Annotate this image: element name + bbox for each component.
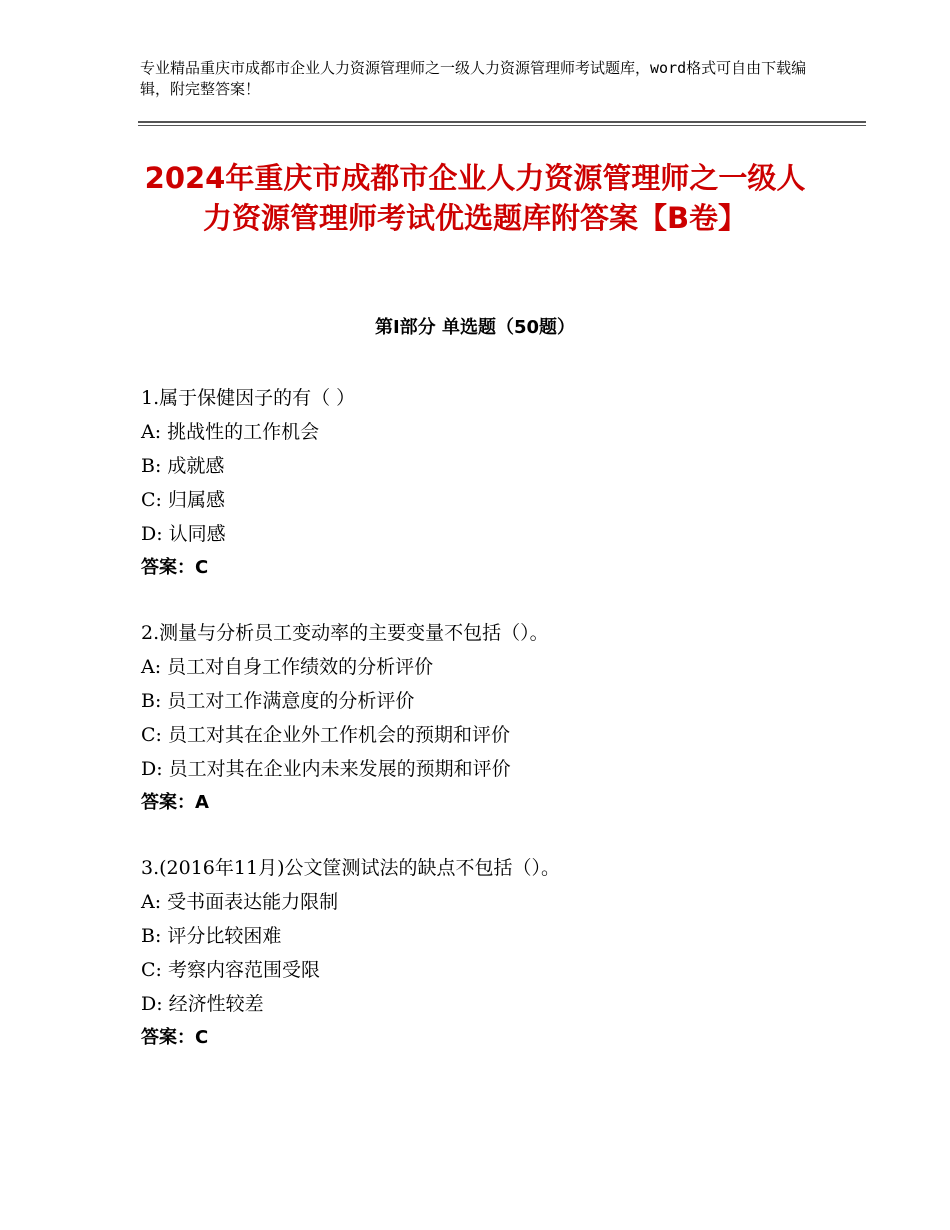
option-c: C: 考察内容范围受限 xyxy=(141,959,320,981)
option-a: A: 挑战性的工作机会 xyxy=(141,421,320,443)
question-stem: 1.属于保健因子的有（ ） xyxy=(141,387,356,409)
option-d: D: 经济性较差 xyxy=(141,993,264,1015)
question-1 xyxy=(141,381,841,585)
section-title: 第Ⅰ部分 单选题（50题） xyxy=(374,317,575,338)
question-list xyxy=(141,381,841,1086)
option-a: A: 受书面表达能力限制 xyxy=(141,891,339,913)
document-title: 2024年重庆市成都市企业人力资源管理师之一级人力资源管理师考试优选题库附答案【B卷】 xyxy=(144,161,806,235)
question-stem: 2.测量与分析员工变动率的主要变量不包括（）。 xyxy=(141,622,549,644)
option-d: D: 认同感 xyxy=(141,523,226,545)
question-3 xyxy=(141,851,841,1055)
question-stem: 3.(2016年11月)公文筐测试法的缺点不包括（）。 xyxy=(141,857,560,879)
header-divider-thin xyxy=(138,125,866,126)
option-c: C: 归属感 xyxy=(141,489,225,511)
header-note: 专业精品重庆市成都市企业人力资源管理师之一级人力资源管理师考试题库，word格式可自由下载编辑，附完整答案！ xyxy=(140,59,807,98)
option-b: B: 评分比较困难 xyxy=(141,925,282,947)
option-a: A: 员工对自身工作绩效的分析评价 xyxy=(141,656,434,678)
answer-line: 答案：C xyxy=(141,557,209,578)
option-d: D: 员工对其在企业内未来发展的预期和评价 xyxy=(141,758,511,780)
answer-line: 答案：A xyxy=(141,792,209,813)
answer-line: 答案：C xyxy=(141,1027,209,1048)
option-b: B: 成就感 xyxy=(141,455,225,477)
option-c: C: 员工对其在企业外工作机会的预期和评价 xyxy=(141,724,510,746)
header-divider xyxy=(138,121,866,123)
question-2 xyxy=(141,616,841,820)
option-b: B: 员工对工作满意度的分析评价 xyxy=(141,690,415,712)
